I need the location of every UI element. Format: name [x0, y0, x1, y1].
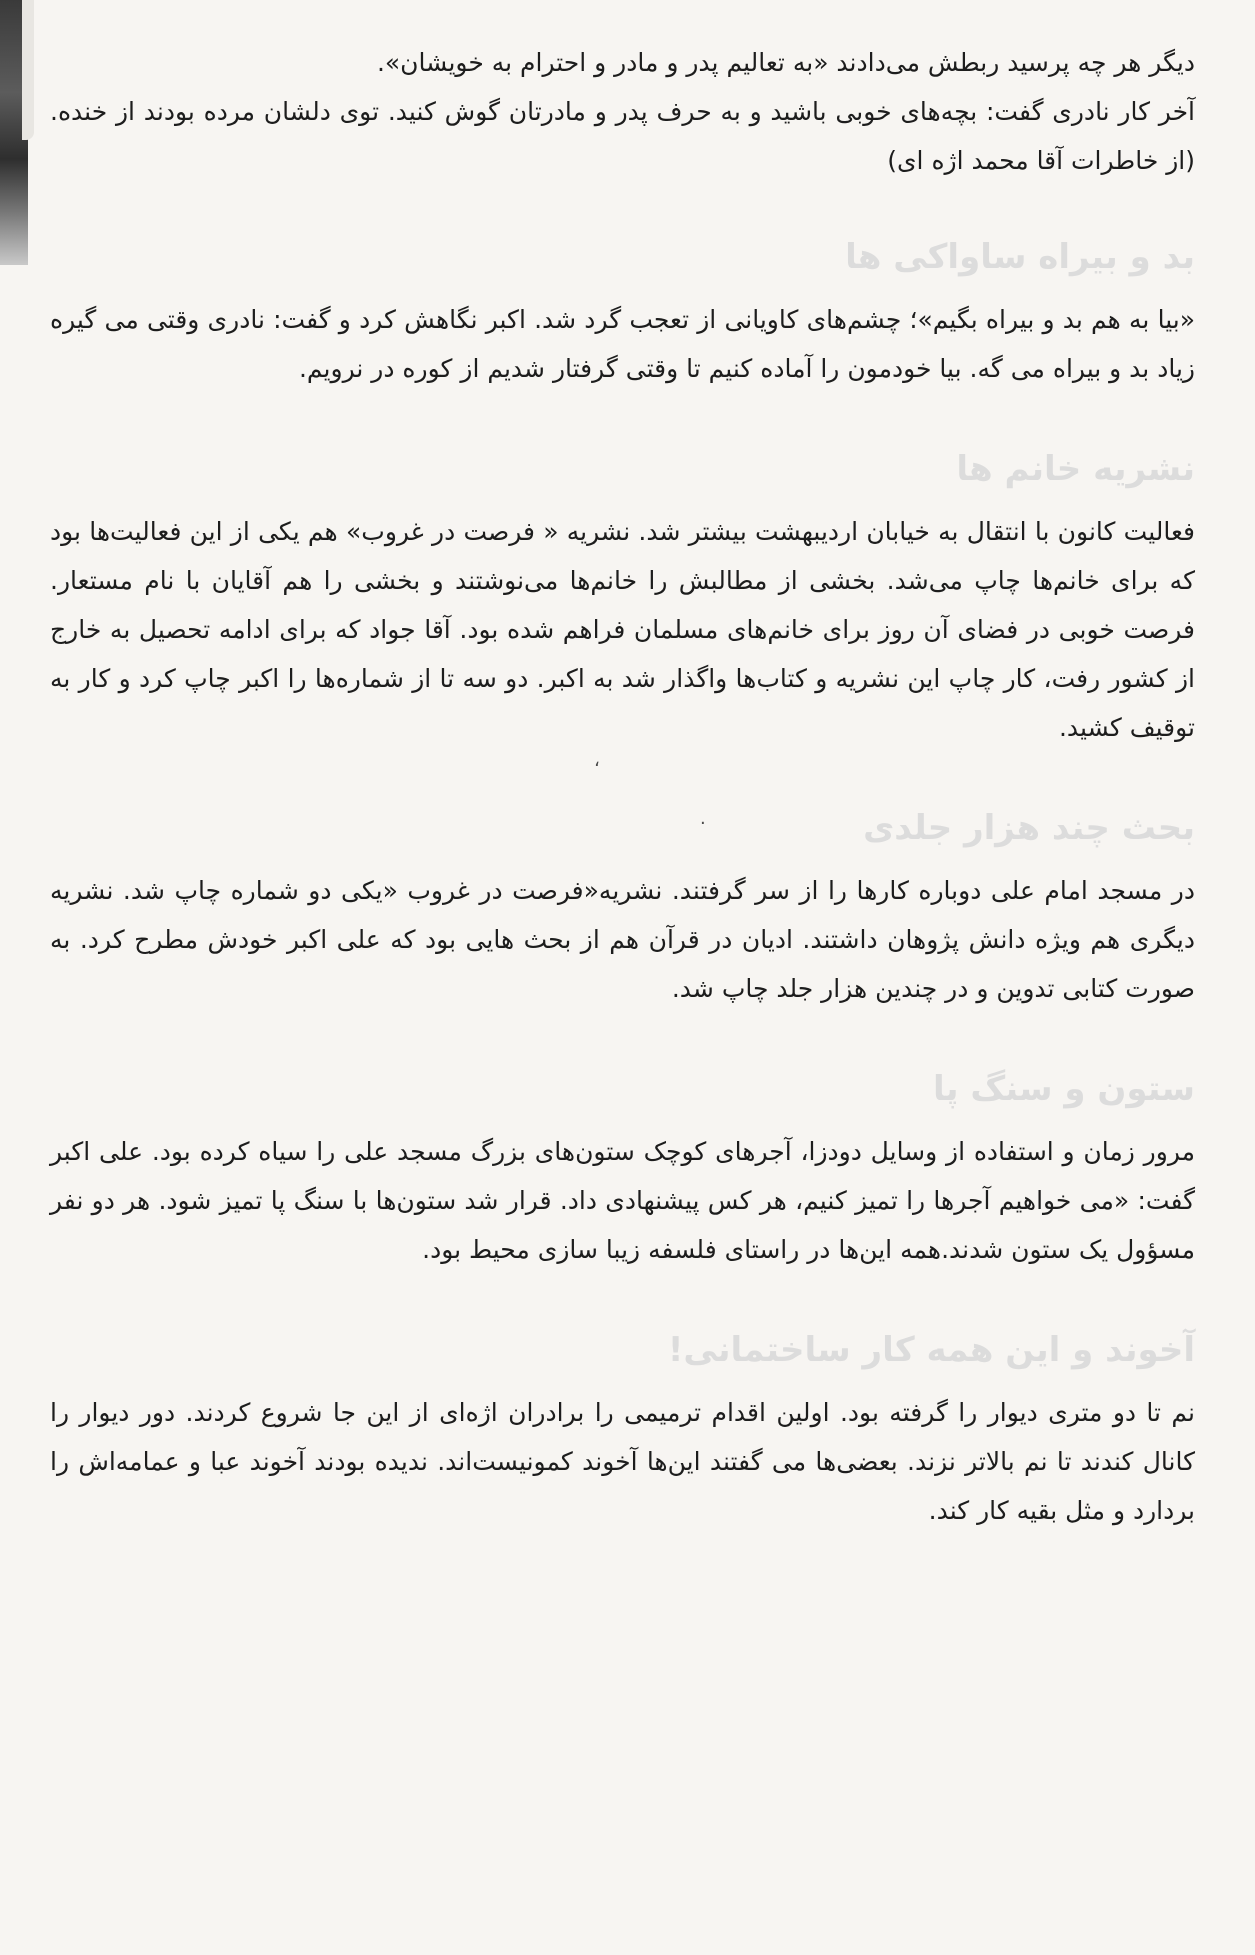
photo-strip-light [22, 0, 34, 140]
ink-speck: ، [594, 750, 600, 771]
section-paragraph: فعالیت کانون با انتقال به خیابان اردیبهشت بیشتر شد. نشریه « فرصت در غروب» هم یکی از این فعالیت‌ها بود که برای خانم‌ها چاپ می‌شد. بخشی از مطالبش را خانم‌ها می‌نوشتند و بخشی را هم آقایان با نام مستعار. فرصت خوبی در فضای آن روز برای خانم‌های مسلمان فراهم شده بود. آقا جواد که برای ادامه تحصیل به خارج از کشور رفت، کار چاپ این نشریه و کتاب‌ها واگذار شد به اکبر. دو سه تا از شماره‌ها را اکبر چاپ کرد و کار به توقیف کشید. [50, 517, 1195, 742]
section-paragraph: نم تا دو متری دیوار را گرفته بود. اولین اقدام ترمیمی را برادران اژه‌ای از این جا شروع کردند. دور دیوار را کانال کندند تا نم بالاتر نزند. بعضی‌ها می گفتند این‌ها آخوند کمونیست‌اند. ندیده بودند آخوند عبا و عمامه‌اش را بردارد و مثل بقیه کار کند. [50, 1398, 1195, 1525]
intro-paragraph: دیگر هر چه پرسید ربطش می‌دادند «به تعالیم پدر و مادر و احترام به خویشان». [376, 48, 1195, 77]
section-paragraph: در مسجد امام علی دوباره کارها را از سر گرفتند. نشریه«فرصت در غروب «یکی دو شماره چاپ شد. نشریه دیگری هم ویژه دانش پژوهان داشتند. ادیان در قرآن هم از بحث هایی بود که علی اکبر خودش مطرح کرد. به صورت کتابی تدوین و در چندین هزار جلد چاپ شد. [50, 876, 1195, 1003]
section-paragraph: مرور زمان و استفاده از وسایل دودزا، آجرهای کوچک ستون‌های بزرگ مسجد علی را سیاه کرده بود. علی اکبر گفت: «می خواهیم آجرها را تمیز کنیم، هر کس پیشنهادی داد. قرار شد ستون‌ها با سنگ پا تمیز شود. هر دو نفر مسؤول یک ستون شدند.همه این‌ها در راستای فلسفه زیبا سازی محیط بود. [50, 1137, 1195, 1264]
page-content [50, 38, 1195, 1535]
section-heading: نشریه خانم ها [956, 449, 1195, 489]
section-paragraph: «بیا به هم بد و بیراه بگیم»؛ چشم‌های کاویانی از تعجب گرد شد. اکبر نگاهش کرد و گفت: نادری وقتی می گیره زیاد بد و بیراه می گه. بیا خودمون را آماده کنیم تا وقتی گرفتار شدیم از کوره در نرویم. [50, 305, 1195, 383]
section-heading: ستون و سنگ پا [933, 1069, 1195, 1109]
intro-paragraph: آخر کار نادری گفت: بچه‌های خوبی باشید و به حرف پدر و مادرتان گوش کنید. توی دلشان مرده بودند از خنده.(از خاطرات آقا محمد اژه ای) [50, 97, 1195, 175]
page-edge-photo [0, 0, 42, 265]
section-heading: بحث چند هزار جلدی [863, 808, 1195, 848]
section-heading: آخوند و این همه کار ساختمانی! [667, 1330, 1195, 1370]
ink-speck: . [700, 808, 706, 829]
section-heading: بد و بیراه ساواکی ها [845, 237, 1195, 277]
